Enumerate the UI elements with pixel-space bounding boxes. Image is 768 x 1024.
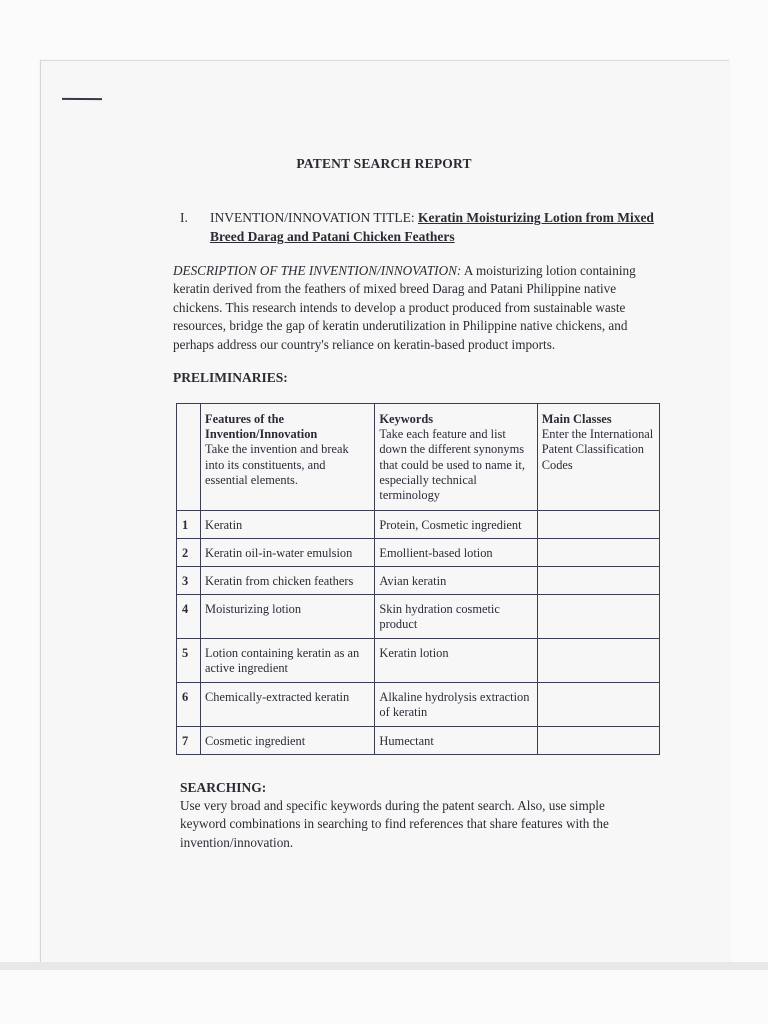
table-row [177, 727, 660, 755]
table-row [177, 511, 660, 539]
table-header-row [177, 404, 660, 511]
row-feature: Keratin [201, 511, 375, 539]
row-number: 5 [177, 639, 201, 683]
table-row [177, 595, 660, 639]
invention-title-label: INVENTION/INNOVATION TITLE: [210, 210, 415, 225]
header-keywords-title: Keywords [379, 412, 434, 426]
row-keywords: Avian keratin [375, 567, 537, 595]
row-feature: Lotion containing keratin as an active ingredient [201, 639, 375, 683]
header-features-cell [201, 404, 375, 511]
scan-bottom-edge [0, 962, 768, 970]
pen-mark [62, 98, 102, 100]
row-number: 2 [177, 539, 201, 567]
header-keywords-cell [375, 404, 537, 511]
searching-heading: SEARCHING: [180, 780, 267, 795]
header-features-sub: Take the invention and break into its constituents, and essential elements. [205, 442, 349, 487]
row-classes [537, 539, 659, 567]
row-keywords: Emollient-based lotion [375, 539, 537, 567]
row-number: 4 [177, 595, 201, 639]
header-classes-cell [537, 404, 659, 511]
row-feature: Keratin oil-in-water emulsion [201, 539, 375, 567]
row-number: 7 [177, 727, 201, 755]
row-keywords: Keratin lotion [375, 639, 537, 683]
table-row [177, 639, 660, 683]
row-classes [537, 727, 659, 755]
header-classes-title: Main Classes [541, 412, 612, 426]
invention-title-text: Keratin Moisturizing Lotion from Mixed Breed Darag and Patani Chicken Feathers [210, 210, 654, 244]
row-feature: Moisturizing lotion [201, 595, 375, 639]
table-row [177, 683, 660, 727]
table-row [177, 539, 660, 567]
description-paragraph [173, 262, 643, 354]
row-classes [537, 567, 659, 595]
row-keywords: Protein, Cosmetic ingredient [375, 511, 537, 539]
row-classes [537, 683, 659, 727]
header-keywords-sub: Take each feature and list down the different synonyms that could be used to name it, especially technical terminology [379, 427, 525, 503]
preliminaries-heading: PRELIMINARIES: [173, 370, 288, 385]
section-number: I. [180, 210, 188, 225]
row-number: 6 [177, 683, 201, 727]
header-features-title: Features of the Invention/Innovation [205, 412, 318, 442]
preliminaries-table [176, 403, 660, 755]
description-label: DESCRIPTION OF THE INVENTION/INNOVATION: [173, 263, 462, 278]
table-row [177, 567, 660, 595]
row-classes [537, 511, 659, 539]
description-text: A moisturizing lotion containing keratin derived from the feathers of mixed breed Darag and Patani Philippine native chickens. This research intends to develop a product produced from sustainable waste resources, bridge the gap of keratin underutilization in Philippine native chickens, and perhaps address our country's reliance on keratin-based product imports. [173, 263, 636, 352]
row-keywords: Alkaline hydrolysis extraction of keratin [375, 683, 537, 727]
row-classes [537, 595, 659, 639]
row-keywords: Skin hydration cosmetic product [375, 595, 537, 639]
row-classes [537, 639, 659, 683]
row-number: 3 [177, 567, 201, 595]
row-number: 1 [177, 511, 201, 539]
row-keywords: Humectant [375, 727, 537, 755]
header-index-cell [177, 404, 201, 511]
searching-text: Use very broad and specific keywords during the patent search. Also, use simple keyword combinations in searching to find references that share features with the invention/innovation. [180, 798, 609, 850]
report-title: PATENT SEARCH REPORT [296, 156, 472, 171]
row-feature: Keratin from chicken feathers [201, 567, 375, 595]
row-feature: Chemically-extracted keratin [201, 683, 375, 727]
header-classes-sub: Enter the International Patent Classification Codes [541, 427, 654, 472]
invention-title-body [210, 208, 660, 246]
row-feature: Cosmetic ingredient [201, 727, 375, 755]
